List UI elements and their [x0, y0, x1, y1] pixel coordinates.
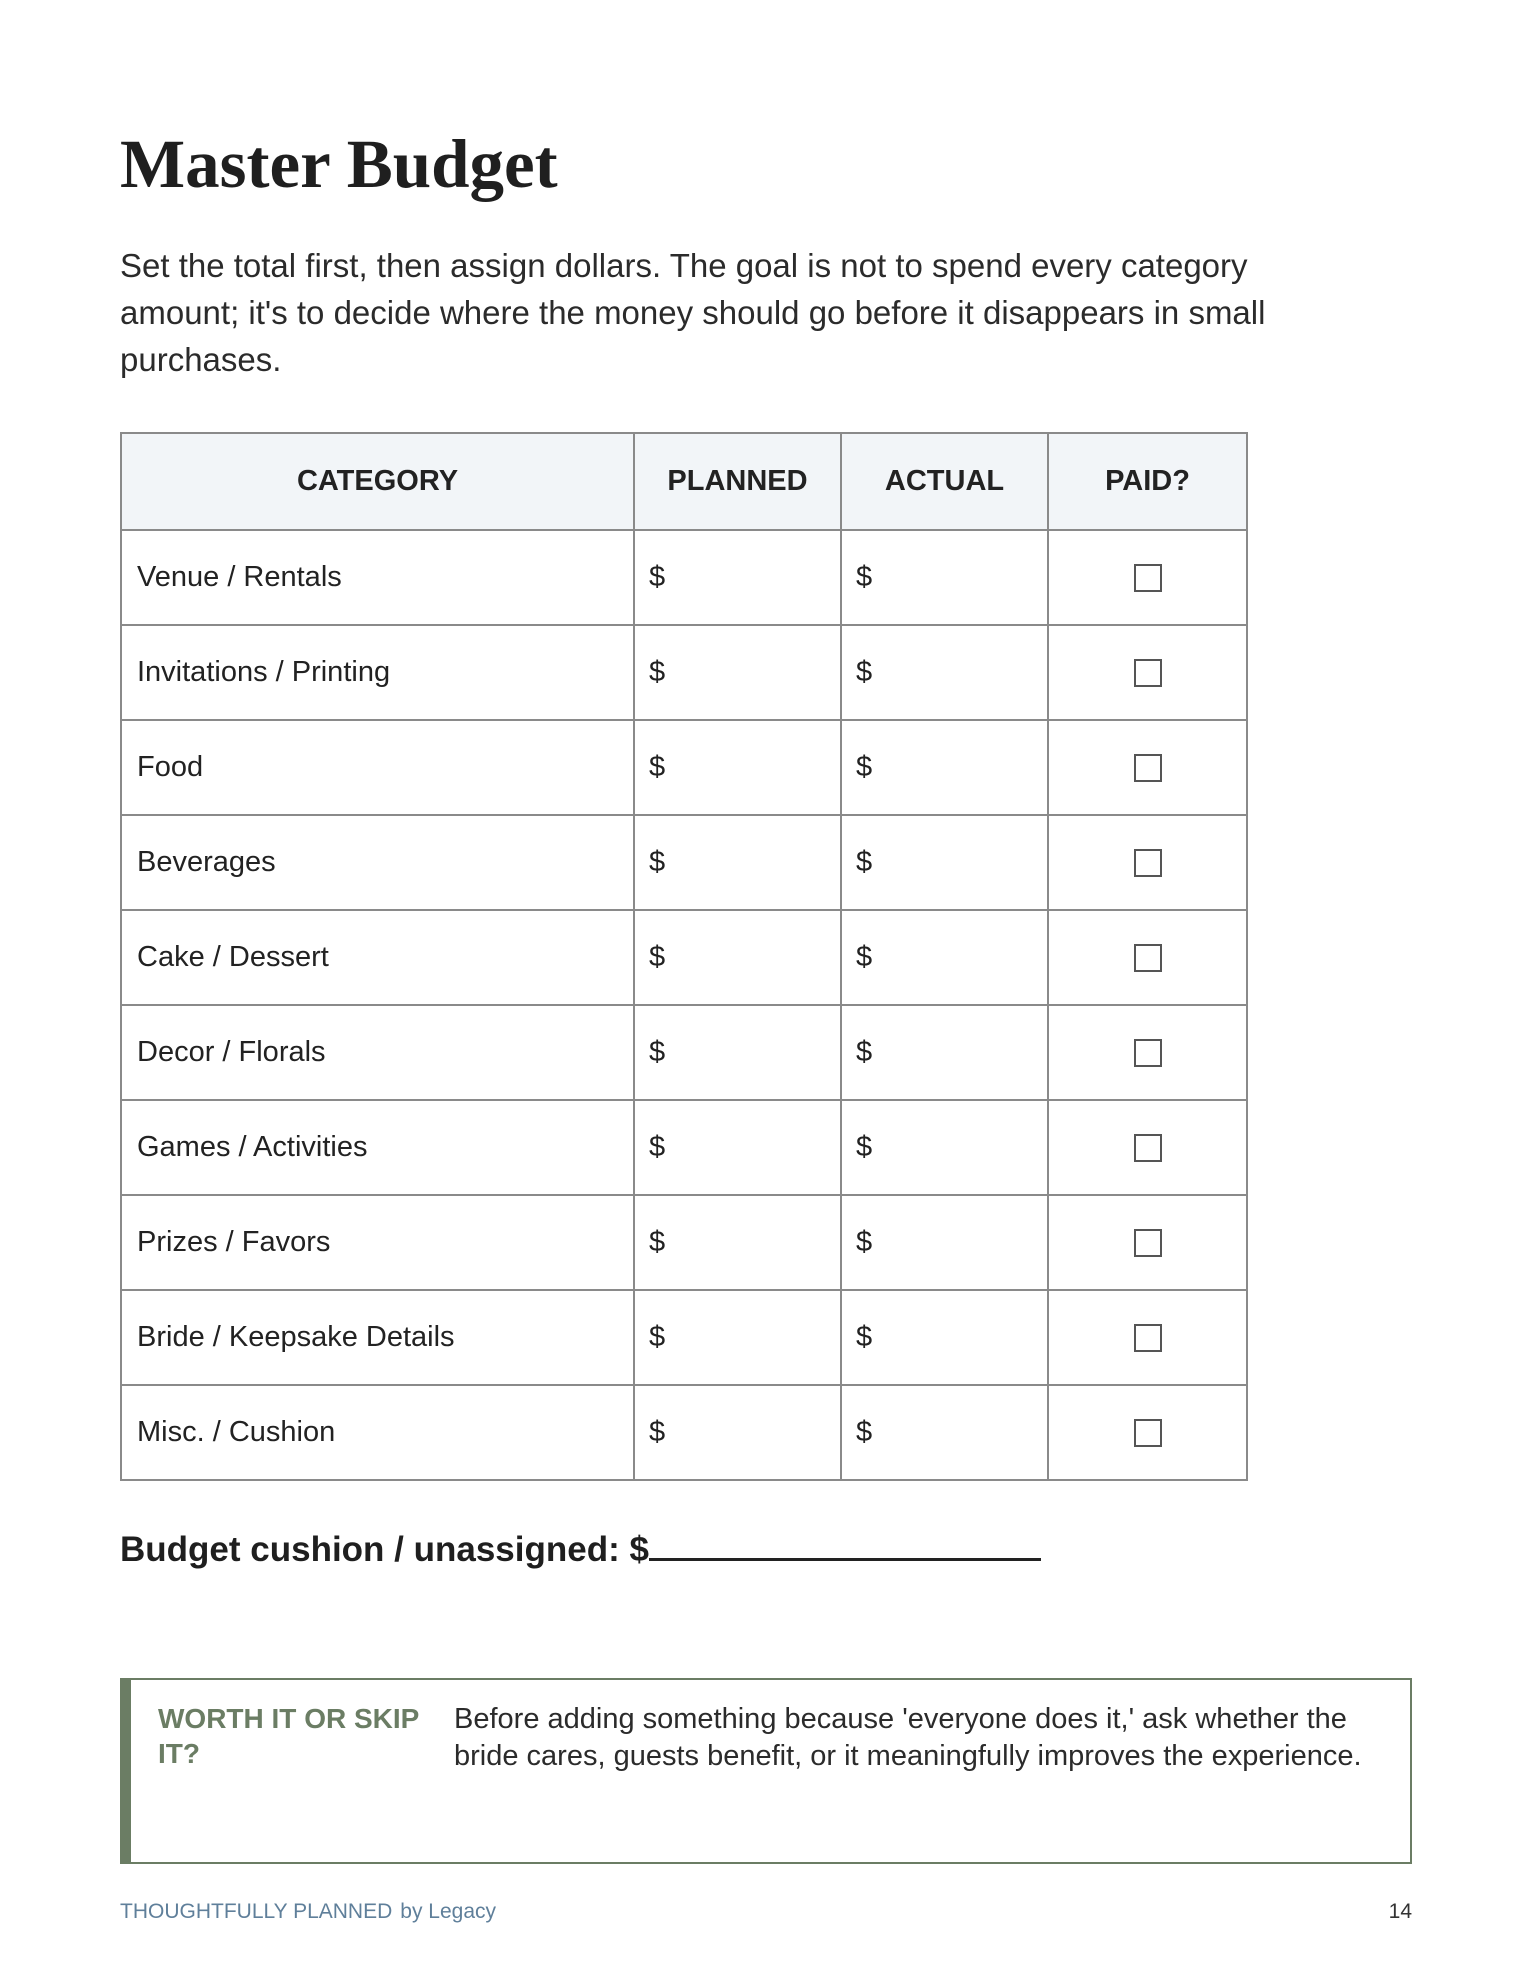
- budget-cushion: [120, 1528, 1041, 1572]
- footer-brand-name: THOUGHTFULLY PLANNED: [120, 1900, 393, 1923]
- table-row: [121, 720, 1247, 815]
- paid-cell: [1048, 1005, 1247, 1100]
- page-title: Master Budget: [120, 126, 558, 202]
- paid-cell: [1048, 1290, 1247, 1385]
- table-row: [121, 910, 1247, 1005]
- planned-amount-cell[interactable]: $: [634, 1100, 841, 1195]
- actual-amount-cell[interactable]: $: [841, 625, 1048, 720]
- category-cell: Prizes / Favors: [121, 1195, 634, 1290]
- header-category: CATEGORY: [121, 433, 634, 530]
- actual-amount-cell[interactable]: $: [841, 720, 1048, 815]
- table-row: [121, 1290, 1247, 1385]
- actual-amount-cell[interactable]: $: [841, 815, 1048, 910]
- budget-rows: [121, 530, 1247, 1480]
- planned-amount-cell[interactable]: $: [634, 1290, 841, 1385]
- actual-amount-cell[interactable]: $: [841, 1290, 1048, 1385]
- intro-text: Set the total first, then assign dollars. The goal is not to spend every category amount; it's to decide where the money should go before it disappears in small purchases.: [120, 247, 1266, 378]
- category-cell: Decor / Florals: [121, 1005, 634, 1100]
- table-row: [121, 1195, 1247, 1290]
- planned-amount-cell[interactable]: $: [634, 530, 841, 625]
- paid-cell: [1048, 1100, 1247, 1195]
- table-row: [121, 1100, 1247, 1195]
- paid-cell: [1048, 720, 1247, 815]
- paid-cell: [1048, 815, 1247, 910]
- footer-brand: [120, 1900, 496, 1924]
- category-cell: Cake / Dessert: [121, 910, 634, 1005]
- actual-amount-cell[interactable]: $: [841, 1195, 1048, 1290]
- table-row: [121, 625, 1247, 720]
- paid-cell: [1048, 1385, 1247, 1480]
- tip-box: [120, 1678, 1412, 1864]
- paid-cell: [1048, 530, 1247, 625]
- paid-cell: [1048, 625, 1247, 720]
- paid-checkbox[interactable]: [1134, 1324, 1162, 1352]
- planned-amount-cell[interactable]: $: [634, 815, 841, 910]
- actual-amount-cell[interactable]: $: [841, 1100, 1048, 1195]
- table-row: [121, 1005, 1247, 1100]
- actual-amount-cell[interactable]: $: [841, 1005, 1048, 1100]
- planned-amount-cell[interactable]: $: [634, 625, 841, 720]
- paid-checkbox[interactable]: [1134, 1039, 1162, 1067]
- tip-label: WORTH IT OR SKIP IT?: [158, 1703, 419, 1769]
- planned-amount-cell[interactable]: $: [634, 1385, 841, 1480]
- paid-checkbox[interactable]: [1134, 564, 1162, 592]
- header-actual: ACTUAL: [841, 433, 1048, 530]
- planned-amount-cell[interactable]: $: [634, 1195, 841, 1290]
- category-cell: Invitations / Printing: [121, 625, 634, 720]
- paid-checkbox[interactable]: [1134, 1134, 1162, 1162]
- table-row: [121, 530, 1247, 625]
- budget-cushion-blank[interactable]: [649, 1528, 1041, 1561]
- actual-amount-cell[interactable]: $: [841, 530, 1048, 625]
- budget-cushion-label: Budget cushion / unassigned: $: [120, 1530, 649, 1569]
- paid-checkbox[interactable]: [1134, 849, 1162, 877]
- tip-text: Before adding something because 'everyone does it,' ask whether the bride cares, guests benefit, or it meaningfully improves the experience.: [454, 1703, 1362, 1772]
- category-cell: Games / Activities: [121, 1100, 634, 1195]
- table-row: [121, 815, 1247, 910]
- planned-amount-cell[interactable]: $: [634, 1005, 841, 1100]
- category-cell: Venue / Rentals: [121, 530, 634, 625]
- paid-checkbox[interactable]: [1134, 1229, 1162, 1257]
- paid-checkbox[interactable]: [1134, 1419, 1162, 1447]
- category-cell: Bride / Keepsake Details: [121, 1290, 634, 1385]
- paid-checkbox[interactable]: [1134, 754, 1162, 782]
- category-cell: Beverages: [121, 815, 634, 910]
- planned-amount-cell[interactable]: $: [634, 910, 841, 1005]
- actual-amount-cell[interactable]: $: [841, 1385, 1048, 1480]
- paid-checkbox[interactable]: [1134, 944, 1162, 972]
- header-paid: PAID?: [1048, 433, 1247, 530]
- paid-checkbox[interactable]: [1134, 659, 1162, 687]
- category-cell: Food: [121, 720, 634, 815]
- header-planned: PLANNED: [634, 433, 841, 530]
- paid-cell: [1048, 910, 1247, 1005]
- budget-table: [120, 432, 1248, 1481]
- actual-amount-cell[interactable]: $: [841, 910, 1048, 1005]
- category-cell: Misc. / Cushion: [121, 1385, 634, 1480]
- paid-cell: [1048, 1195, 1247, 1290]
- table-header-row: [121, 433, 1247, 530]
- page-number: 14: [1388, 1900, 1412, 1923]
- footer-byline: by Legacy: [400, 1900, 497, 1923]
- planned-amount-cell[interactable]: $: [634, 720, 841, 815]
- table-row: [121, 1385, 1247, 1480]
